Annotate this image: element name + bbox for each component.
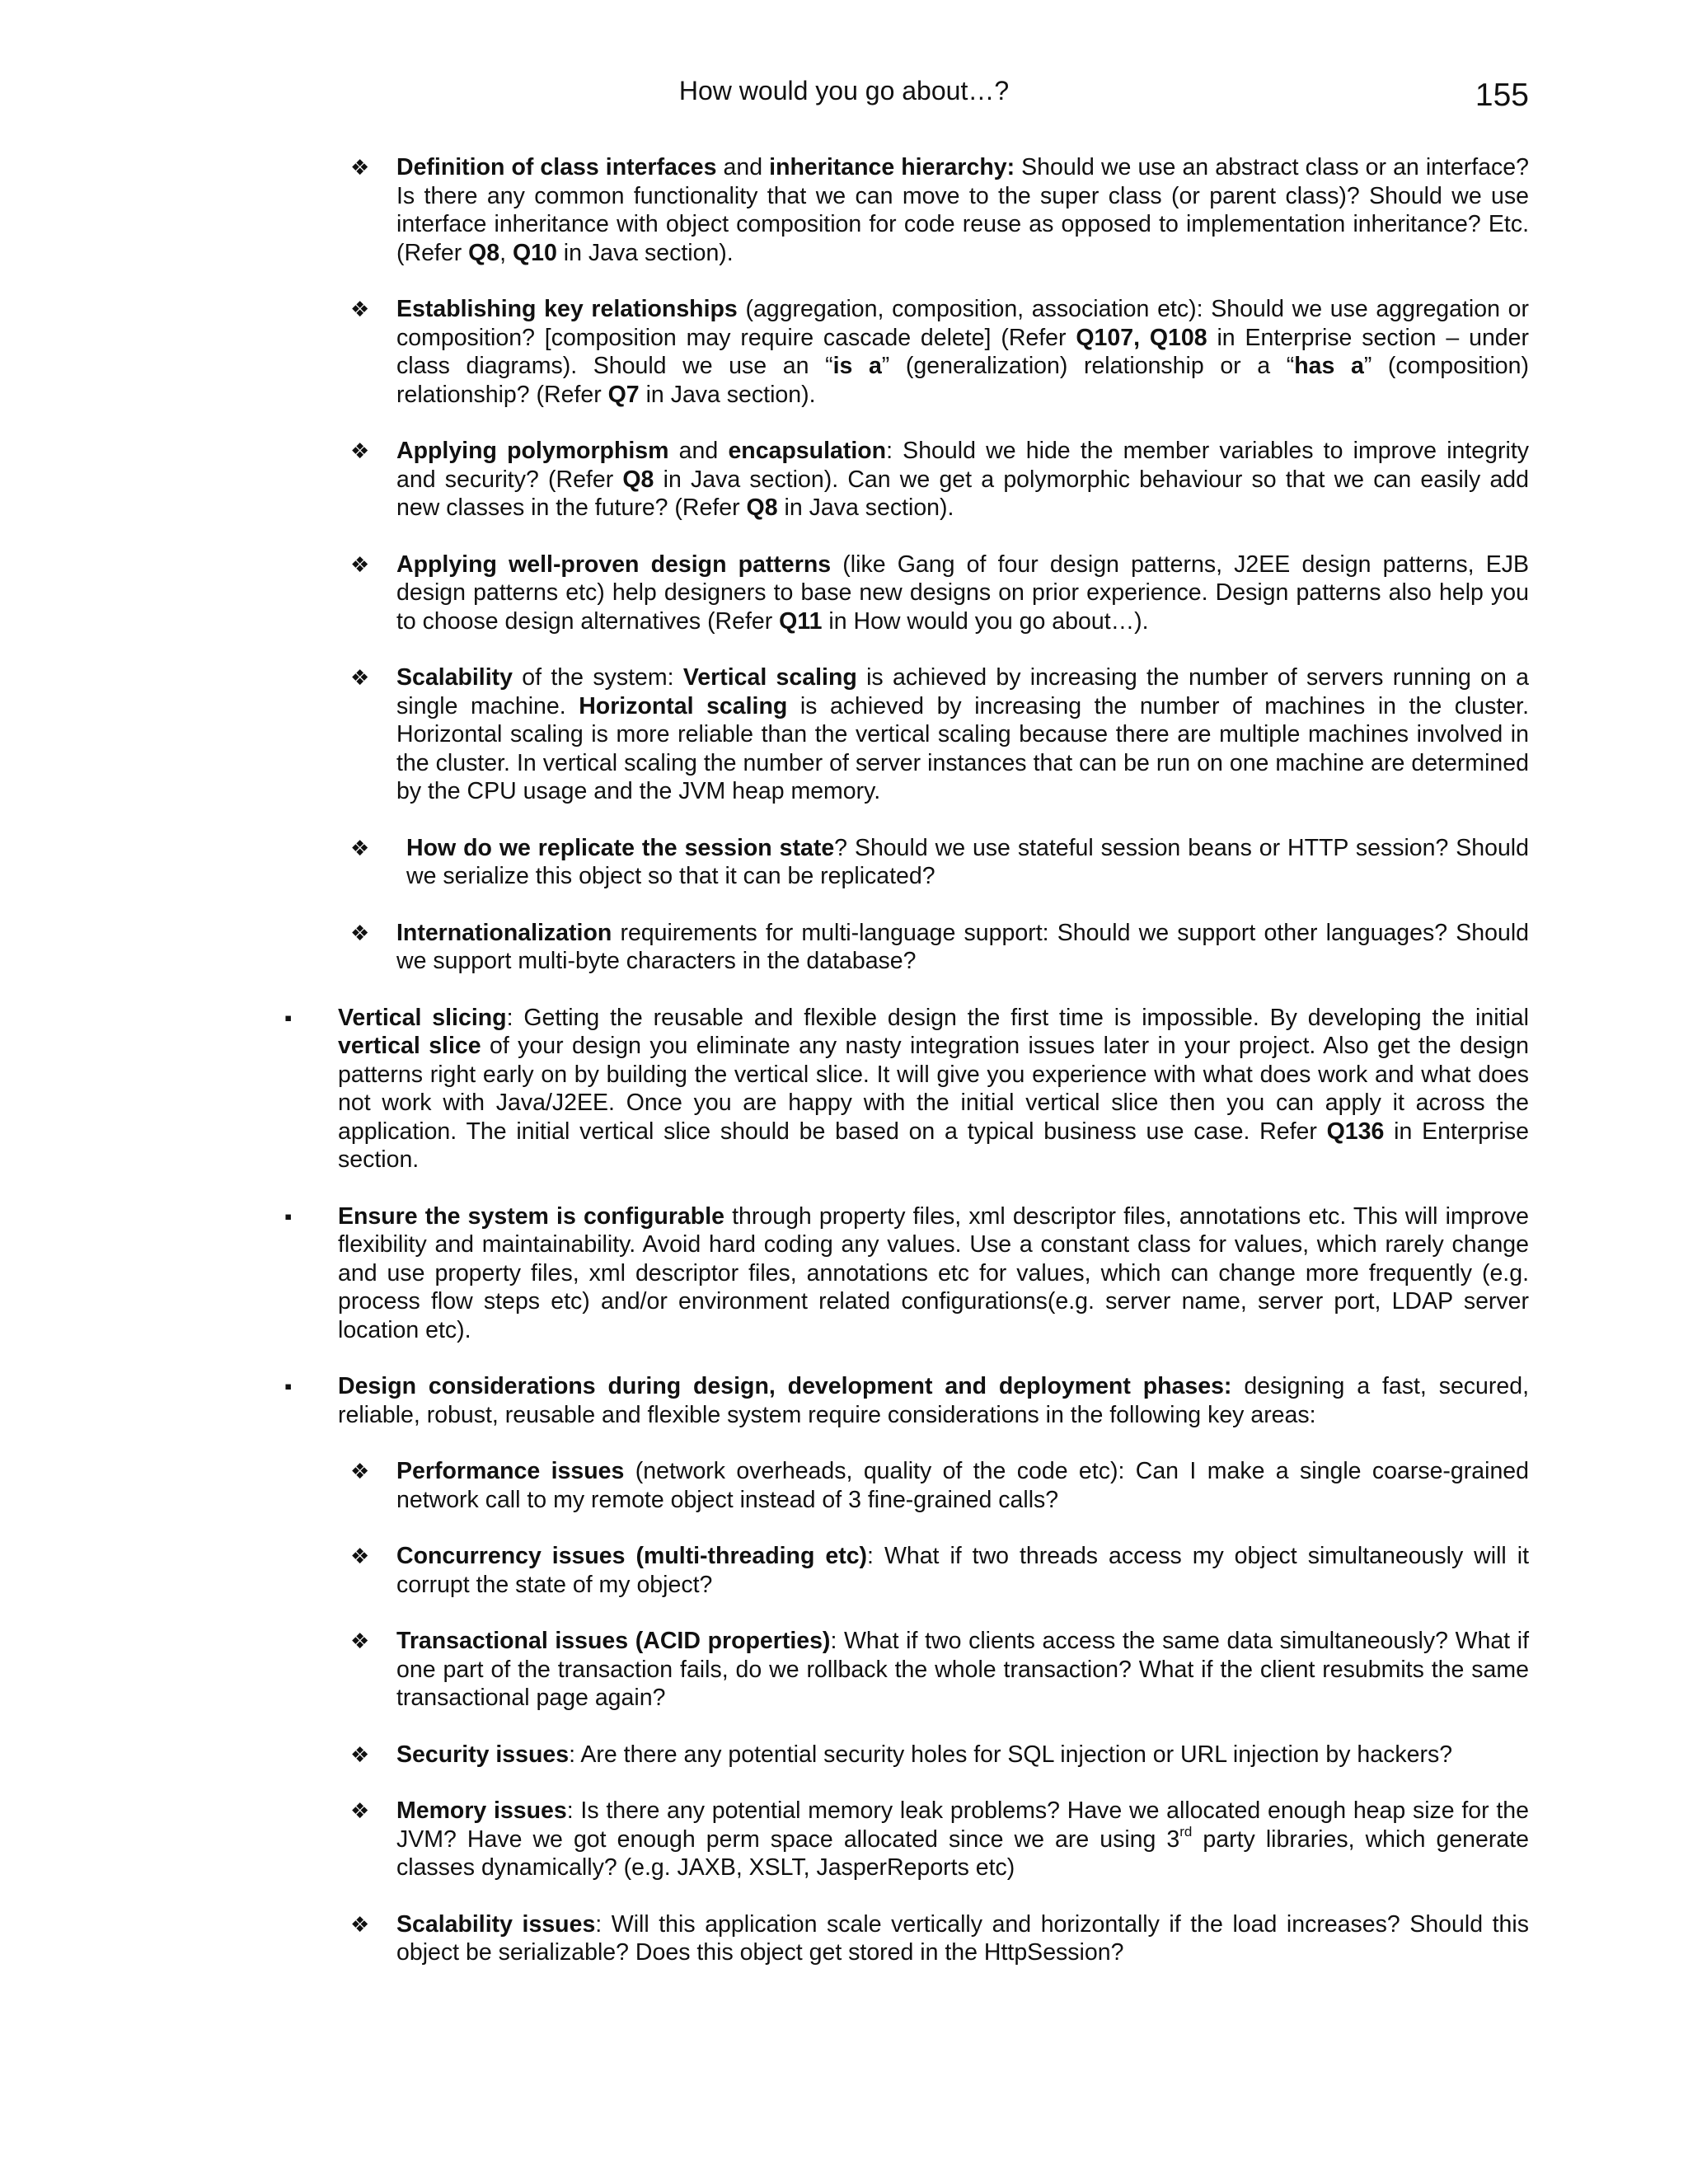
- sub-list-item: [284, 1457, 1529, 1514]
- text-run: ? Should we use stateful session beans or HTTP session? Should we serialize this object so that it can be replicated?: [406, 834, 1529, 889]
- bold-text: Q136: [1326, 1118, 1385, 1145]
- square-bullet-icon: ▪: [284, 1203, 293, 1229]
- text-run: in Java section).: [556, 239, 734, 266]
- paragraph-text: [396, 664, 1529, 804]
- text-run: and: [716, 154, 770, 180]
- bold-text: Security issues: [396, 1741, 570, 1768]
- bold-text: Establishing key relationships: [396, 296, 738, 322]
- diamond-bullet-icon: ❖: [350, 1544, 370, 1568]
- sub-list-item: [284, 551, 1529, 636]
- bold-text: Applying well-proven design patterns: [396, 551, 832, 578]
- diamond-bullet-icon: ❖: [350, 1911, 370, 1937]
- bold-text: Q10: [512, 239, 557, 266]
- diamond-bullet-icon: ❖: [350, 1798, 370, 1823]
- square-bullet-icon: ▪: [284, 1374, 293, 1399]
- text-run: in Enterprise section.: [338, 1118, 1529, 1173]
- sub-list-item: [284, 1741, 1529, 1769]
- text-run: (aggregation, composition, association etc): Should we use aggregation or composition? [composition may require cascade delete] (Refer: [396, 296, 1530, 351]
- diamond-bullet-icon: ❖: [350, 665, 370, 690]
- running-title: How would you go about…?: [678, 76, 1010, 105]
- diamond-bullet-icon: ❖: [350, 1459, 370, 1483]
- bold-text: Q11: [779, 607, 823, 635]
- bold-text: Scalability: [396, 664, 513, 691]
- text-run: of the system:: [512, 664, 683, 691]
- bold-text: How do we replicate the session state: [406, 834, 835, 861]
- paragraph-text: [396, 154, 1529, 266]
- paragraph-text: [396, 1797, 1529, 1881]
- bold-text: Ensure the system is configurable: [338, 1202, 724, 1230]
- text-run: in Java section).: [639, 381, 816, 408]
- sub-list-item: [284, 437, 1529, 523]
- bold-text: Q8: [622, 466, 654, 493]
- text-run: : Should we hide the member variables to improve integrity and security? (Refer: [396, 438, 1529, 493]
- text-run: ” (composition) relationship? (Refer: [396, 353, 1529, 408]
- paragraph-text: [396, 551, 1529, 635]
- text-run: is achieved by increasing the number of servers running on a single machine.: [396, 664, 1529, 719]
- text-run: requirements for multi-language support: Should we support other languages? Should we support multi-byte characters in the database?: [396, 919, 1529, 974]
- text-run: in Enterprise section – under class diagrams). Should we use an “: [396, 324, 1529, 379]
- paragraph-text: [396, 1458, 1529, 1513]
- diamond-bullet-icon: ❖: [350, 920, 370, 945]
- text-run: : Are there any potential security holes for SQL injection or URL injection by hackers?: [569, 1741, 1453, 1768]
- paragraph-text: [396, 1911, 1529, 1966]
- sub-list-item: [284, 153, 1529, 267]
- sub-list-item: [284, 1797, 1529, 1882]
- list-item: [284, 1202, 1529, 1345]
- bold-text: Concurrency issues (multi-threading etc): [396, 1543, 868, 1569]
- text-run: through property files, xml descriptor files, annotations etc. This will improve flexibility and maintainability. Avoid hard coding any values. Use a constant class for values, which rarely change and use property files, xml descriptor files, annotations etc for values, which can change more frequently (e.g. process flow steps etc) and/or environment related configurations(e.g. server name, server port, LDAP server location etc).: [338, 1202, 1529, 1343]
- text-run: in Java section).: [777, 494, 954, 521]
- text-run: of your design you eliminate any nasty integration issues later in your project. Also get the design patterns right early on by building the vertical slice. It will give you experience with what does work and what does not work with Java/J2EE. Once you are happy with the initial vertical slice then you can apply it across the application. The initial vertical slice should be based on a typical business use case. Refer: [338, 1033, 1529, 1145]
- paragraph-text: [338, 1203, 1529, 1343]
- bold-text: encapsulation: [728, 438, 887, 464]
- bold-text: Q107, Q108: [1076, 324, 1207, 351]
- running-title-wrap: [0, 74, 1688, 107]
- paragraph-text: [396, 1543, 1529, 1598]
- bold-text: has a: [1294, 353, 1364, 379]
- diamond-bullet-icon: ❖: [350, 155, 370, 180]
- bold-text: Performance issues: [396, 1458, 625, 1484]
- bold-text: Definition of class interfaces: [396, 154, 717, 180]
- paragraph-text: [406, 835, 1529, 890]
- sub-list-item: [284, 1542, 1529, 1599]
- page-number: 155: [1475, 77, 1529, 113]
- text-run: in Java section). Can we get a polymorphic behaviour so that we can easily add new classes in the future? (Refer: [396, 466, 1529, 521]
- text-run: : Will this application scale vertically and horizontally if the load increases? Should this object be serializable? Does this object get stored in the HttpSession?: [396, 1910, 1529, 1966]
- bold-text: Vertical scaling: [682, 664, 857, 691]
- bold-text: Applying polymorphism: [396, 438, 669, 464]
- paragraph-text: [396, 438, 1529, 521]
- diamond-bullet-icon: ❖: [350, 551, 370, 577]
- text-run: ” (generalization) relationship or a “: [881, 353, 1295, 379]
- text-run: party libraries, which generate classes dynamically? (e.g. JAXB, XSLT, JasperReports etc): [396, 1825, 1529, 1881]
- paragraph-text: [338, 1373, 1529, 1428]
- bold-text: Vertical slicing: [338, 1004, 507, 1031]
- page-header: [0, 74, 1688, 119]
- bold-text: Transactional issues (ACID properties): [396, 1628, 831, 1654]
- paragraph-text: [338, 1005, 1529, 1174]
- bold-text: Horizontal scaling: [579, 692, 788, 719]
- paragraph-text: [396, 1628, 1529, 1711]
- bold-text: Q8: [746, 494, 778, 521]
- text-run: : Getting the reusable and flexible design the first time is impossible. By developing the initial: [506, 1004, 1529, 1031]
- sub-list-item: [284, 919, 1529, 976]
- diamond-bullet-icon: ❖: [350, 1629, 370, 1653]
- bold-text: Design considerations during design, development and deployment phases:: [338, 1373, 1232, 1399]
- text-run: and: [668, 438, 729, 464]
- text-run: (like Gang of four design patterns, J2EE design patterns, EJB design patterns etc) help designers to base new designs on prior experience. Design patterns also help you to choose design alternatives (Refer: [396, 551, 1529, 635]
- text-run: : Is there any potential memory leak problems? Have we allocated enough heap size for the JVM? Have we got enough perm space allocated since we are using 3: [396, 1797, 1530, 1853]
- list-item: [284, 1004, 1529, 1174]
- sub-list-item: [284, 1627, 1529, 1713]
- sub-list-item: [284, 663, 1529, 806]
- document-body: [284, 153, 1529, 1995]
- diamond-bullet-icon: ❖: [350, 1741, 370, 1767]
- bold-text: Internationalization: [396, 919, 612, 946]
- text-run: Should we use an abstract class or an interface? Is there any common functionality that we can move to the super class (or parent class)? Should we use interface inheritance with object composition for code reuse as opposed to implementation inheritance? Etc. (Refer: [396, 154, 1529, 266]
- bold-text: Q8: [468, 239, 500, 266]
- sub-list-item: [284, 834, 1529, 891]
- bold-text: vertical slice: [338, 1033, 481, 1059]
- diamond-bullet-icon: ❖: [350, 297, 370, 321]
- paragraph-text: [396, 920, 1529, 975]
- diamond-bullet-icon: ❖: [350, 835, 370, 860]
- diamond-bullet-icon: ❖: [350, 438, 370, 463]
- paragraph-text: [396, 1741, 1452, 1768]
- bold-text: Memory issues: [396, 1797, 567, 1824]
- text-run: is achieved by increasing the number of machines in the cluster. Horizontal scaling is more reliable than the vertical scaling because there are multiple machines involved in the cluster. In vertical scaling the number of server instances that can be run on one machine are determined by the CPU usage and the JVM heap memory.: [396, 692, 1529, 804]
- superscript: rd: [1179, 1824, 1193, 1840]
- bold-text: Scalability issues: [396, 1910, 596, 1938]
- text-run: designing a fast, secured, reliable, robust, reusable and flexible system require considerations in the following key areas:: [338, 1373, 1529, 1428]
- text-run: (network overheads, quality of the code etc): Can I make a single coarse-grained network call to my remote object instead of 3 fine-grained calls?: [396, 1458, 1529, 1513]
- sub-list-item: [284, 295, 1529, 409]
- list-item: [284, 1372, 1529, 1429]
- text-run: in How would you go about…).: [822, 607, 1149, 635]
- bold-text: Q7: [607, 381, 640, 408]
- text-run: : What if two threads access my object simultaneously will it corrupt the state of my object?: [396, 1543, 1529, 1598]
- paragraph-text: [396, 296, 1529, 408]
- square-bullet-icon: ▪: [284, 1005, 293, 1030]
- bold-text: inheritance hierarchy:: [769, 154, 1015, 180]
- text-run: ,: [499, 239, 513, 266]
- text-run: : What if two clients access the same data simultaneously? What if one part of the transaction fails, do we rollback the whole transaction? What if the client resubmits the same transactional page again?: [396, 1628, 1530, 1711]
- sub-list-item: [284, 1910, 1529, 1967]
- bold-text: is a: [832, 353, 882, 379]
